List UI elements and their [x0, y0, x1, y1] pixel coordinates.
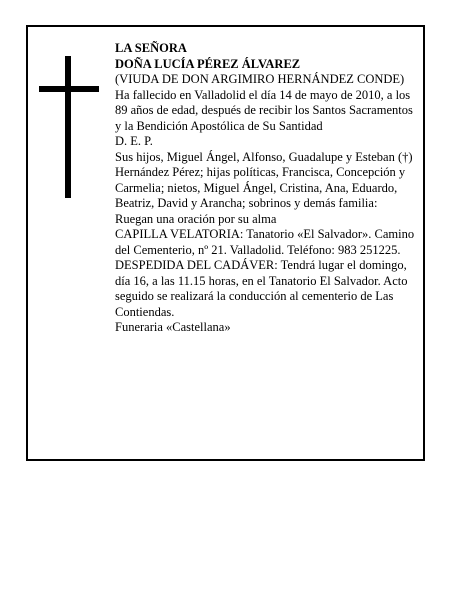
prayer-request: Ruegan una oración por su alma — [115, 211, 277, 226]
farewell-info: DESPEDIDA DEL CADÁVER: Tendrá lugar el domingo, día 16, a las 11.15 horas, en el Tanatorio El Salvador. Acto seguido se realizará la conducción al cementerio de Las Contiendas. — [115, 258, 408, 319]
cross-vertical-bar — [65, 56, 71, 198]
notice-title: LA SEÑORA — [115, 41, 187, 55]
chapel-info: CAPILLA VELATORIA: Tanatorio «El Salvador». Camino del Cementerio, nº 21. Valladolid. Teléfono: 983 251225. — [115, 227, 415, 257]
widow-of-line: (VIUDA DE DON ARGIMIRO HERNÁNDEZ CONDE) — [115, 72, 405, 86]
rip-line: D. E. P. — [115, 134, 153, 148]
cross-icon — [39, 56, 99, 198]
notice-text-block — [115, 41, 419, 336]
deceased-name: DOÑA LUCÍA PÉREZ ÁLVAREZ — [115, 56, 301, 71]
cross-horizontal-bar — [39, 86, 99, 92]
funeral-home: Funeraria «Castellana» — [115, 320, 231, 334]
family-list: Sus hijos, Miguel Ángel, Alfonso, Guadalupe y Esteban (†) Hernández Pérez; hijas políticas, Francisca, Concepción y Carmelia; nietos, Miguel Ángel, Cristina, Ana, Eduardo, Beatriz, David y Arancha; sobrinos y demás familia: — [115, 149, 413, 210]
death-announcement: Ha fallecido en Valladolid el día 14 de mayo de 2010, a los 89 años de edad, después de recibir los Santos Sacramentos y la Bendición Apostólica de Su Santidad — [115, 87, 413, 133]
obituary-notice — [26, 25, 425, 461]
